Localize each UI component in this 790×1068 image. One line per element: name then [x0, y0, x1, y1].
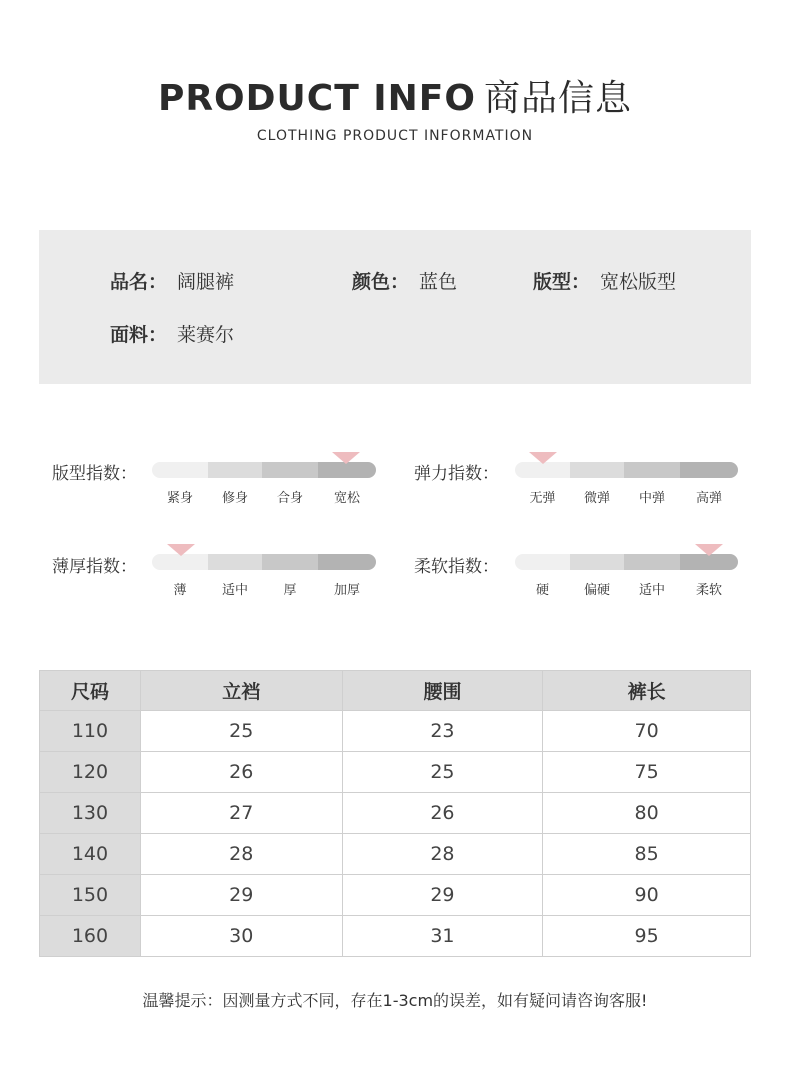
header-rise: 立裆	[140, 671, 342, 711]
table-cell: 95	[543, 916, 751, 957]
scale-thickness-tick: 薄	[173, 583, 187, 598]
scale-thickness-tick: 厚	[283, 583, 297, 598]
scale-fit-marker	[332, 452, 360, 464]
table-cell: 26	[140, 752, 342, 793]
scale-thickness-marker	[167, 544, 195, 556]
scale-softness-marker	[695, 544, 723, 556]
scale-softness-tick: 硬	[535, 583, 549, 598]
info-name-value: 阔腿裤	[177, 271, 235, 293]
scale-softness-tick: 柔软	[695, 583, 722, 598]
info-fit-value: 宽松版型	[600, 271, 677, 293]
scale-thickness-bar	[152, 554, 376, 570]
table-cell: 29	[342, 875, 543, 916]
info-fit: 版型： 宽松版型	[533, 271, 677, 293]
table-row	[40, 834, 751, 875]
page-subtitle: CLOTHING PRODUCT INFORMATION	[256, 128, 534, 144]
size-table-header-row	[40, 671, 751, 711]
table-cell: 28	[140, 834, 342, 875]
info-fabric-value: 莱赛尔	[177, 324, 235, 346]
page-title	[0, 70, 790, 121]
scale-thickness-tick: 适中	[221, 583, 248, 598]
scale-softness-label: 柔软指数：	[414, 557, 499, 577]
size-cell: 140	[40, 834, 141, 875]
size-cell: 120	[40, 752, 141, 793]
scale-fit-label: 版型指数：	[52, 464, 137, 484]
header-length: 裤长	[543, 671, 751, 711]
table-row	[40, 752, 751, 793]
table-cell: 30	[140, 916, 342, 957]
size-cell: 110	[40, 711, 141, 752]
table-cell: 29	[140, 875, 342, 916]
size-cell: 150	[40, 875, 141, 916]
table-cell: 70	[543, 711, 751, 752]
scale-softness-bar	[515, 554, 738, 570]
scale-softness-tick: 适中	[638, 583, 665, 598]
scale-fit-ticks	[152, 487, 376, 506]
info-fit-key: 版型	[533, 271, 572, 293]
table-row	[40, 916, 751, 957]
scale-fit-tick: 合身	[276, 491, 303, 506]
scale-fit-tick: 修身	[221, 491, 248, 506]
scale-elastic-tick: 无弹	[529, 491, 556, 506]
table-cell: 25	[342, 752, 543, 793]
scale-elastic-label: 弹力指数：	[414, 464, 499, 484]
table-cell: 23	[342, 711, 543, 752]
info-name-key: 品名	[110, 271, 149, 293]
product-info-panel	[39, 230, 751, 384]
scale-elastic-tick: 中弹	[638, 491, 665, 506]
size-table	[39, 670, 751, 957]
scale-elastic-tick: 高弹	[695, 491, 722, 506]
table-cell: 90	[543, 875, 751, 916]
scale-softness-tick: 偏硬	[583, 583, 610, 598]
table-cell: 85	[543, 834, 751, 875]
scale-elastic-tick: 微弹	[583, 491, 610, 506]
scale-elastic-ticks	[515, 487, 738, 506]
table-cell: 27	[140, 793, 342, 834]
scale-fit-tick: 紧身	[166, 491, 193, 506]
info-fabric-key: 面料	[110, 324, 149, 346]
table-cell: 28	[342, 834, 543, 875]
info-color: 颜色： 蓝色	[352, 271, 458, 293]
measurement-note: 温馨提示：因测量方式不同，存在1-3cm的误差，如有疑问请咨询客服!	[142, 991, 648, 1010]
table-cell: 31	[342, 916, 543, 957]
scale-softness-ticks	[515, 579, 738, 598]
table-cell: 75	[543, 752, 751, 793]
scale-fit-tick: 宽松	[333, 491, 360, 506]
info-name: 品名： 阔腿裤	[110, 271, 235, 293]
table-cell: 26	[342, 793, 543, 834]
title-cn: 商品信息	[484, 78, 633, 119]
info-color-key: 颜色	[352, 271, 391, 293]
scale-elastic-bar	[515, 462, 738, 478]
scale-fit-bar	[152, 462, 376, 478]
size-cell: 160	[40, 916, 141, 957]
table-row	[40, 875, 751, 916]
header-size: 尺码	[40, 671, 141, 711]
info-color-value: 蓝色	[419, 271, 458, 293]
scale-thickness-label: 薄厚指数：	[52, 557, 137, 577]
table-cell: 25	[140, 711, 342, 752]
size-cell: 130	[40, 793, 141, 834]
title-en: PRODUCT INFO	[157, 78, 477, 119]
info-fabric: 面料： 莱赛尔	[110, 324, 235, 346]
table-row	[40, 711, 751, 752]
scale-thickness-tick: 加厚	[333, 583, 360, 598]
scale-elastic-marker	[529, 452, 557, 464]
table-row	[40, 793, 751, 834]
scale-thickness-ticks	[152, 579, 376, 598]
header-waist: 腰围	[342, 671, 543, 711]
table-cell: 80	[543, 793, 751, 834]
